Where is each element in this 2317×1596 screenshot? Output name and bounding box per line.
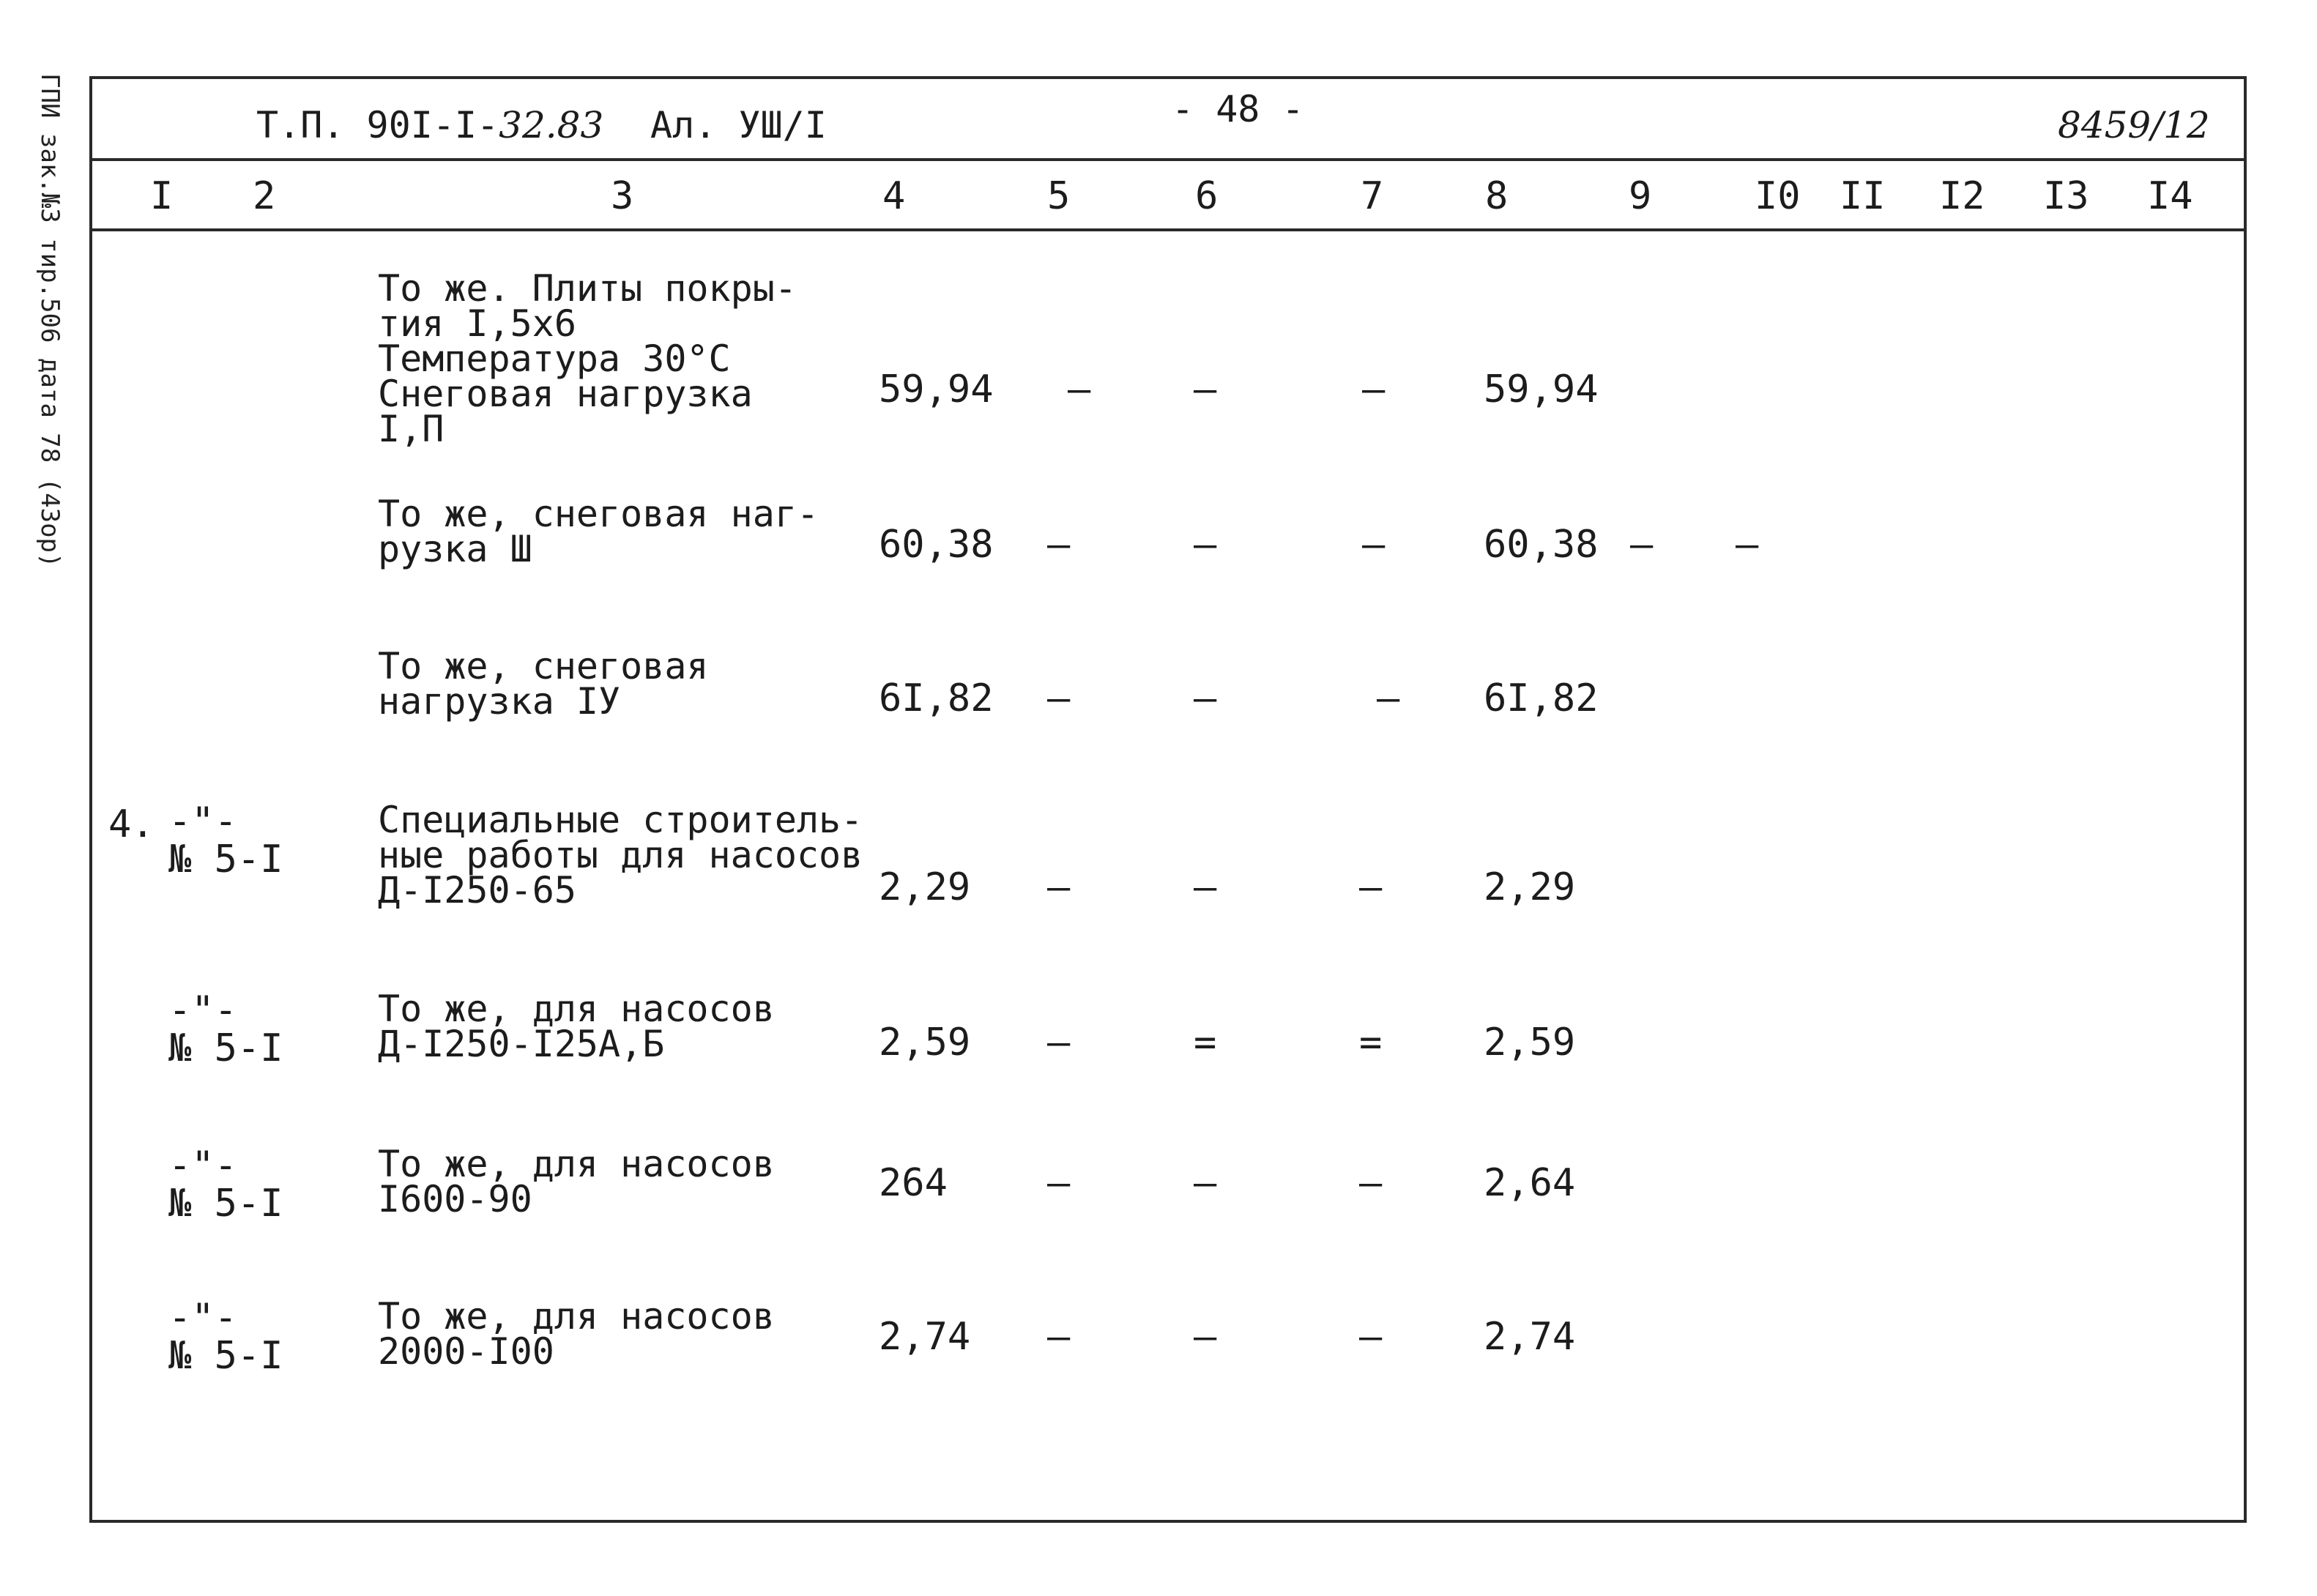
- cell-col6: –: [1194, 865, 1217, 909]
- column-header-divider: [89, 228, 2247, 231]
- cell-col7: –: [1359, 1161, 1383, 1205]
- cell-col7: =: [1359, 1021, 1383, 1064]
- cell-col8: 59,94: [1484, 368, 1599, 411]
- row-description: То же, для насосов Д-I250-I25А,Б: [378, 988, 775, 1065]
- column-number: 3: [611, 174, 634, 218]
- album-label: Ал. УШ/I: [650, 104, 827, 146]
- cell-col6: –: [1194, 368, 1217, 411]
- cell-col6: –: [1194, 1161, 1217, 1205]
- column-number: 5: [1047, 174, 1071, 218]
- column-number: 6: [1195, 174, 1219, 218]
- row-description: То же, для насосов I600-90: [378, 1143, 775, 1220]
- row-description: То же, снеговая нагрузка IУ: [378, 645, 709, 723]
- print-stamp: ГПИ зак.№3 тир.506 дата 78 (43ор): [35, 73, 64, 568]
- column-number: I3: [2043, 174, 2089, 218]
- cell-col6: –: [1194, 523, 1217, 567]
- column-number: 9: [1629, 174, 1652, 218]
- cell-col5: –: [1047, 1315, 1071, 1359]
- cell-col7: –: [1359, 1315, 1383, 1359]
- cell-col6: =: [1194, 1021, 1217, 1064]
- doc-code: [256, 104, 604, 146]
- cell-col8: 2,59: [1484, 1021, 1576, 1064]
- row-ref-code: № 5-I: [168, 838, 283, 881]
- cell-col4: 2,59: [879, 1021, 971, 1064]
- cell-col8: 2,74: [1484, 1315, 1576, 1359]
- cell-col5: –: [1047, 676, 1071, 720]
- column-number: I4: [2147, 174, 2193, 218]
- column-number: 8: [1485, 174, 1509, 218]
- column-number: 4: [882, 174, 906, 218]
- cell-col5: –: [1047, 1161, 1071, 1205]
- cell-col7: –: [1362, 368, 1386, 411]
- column-number: I2: [1939, 174, 1985, 218]
- cell-col8: 2,29: [1484, 865, 1576, 909]
- row-description: То же, снеговая наг- рузка Ш: [378, 493, 819, 570]
- row-description: Специальные строитель- ные работы для насосов Д-I250-65: [378, 799, 863, 911]
- column-number: I: [150, 174, 174, 218]
- page-number: - 48 -: [1172, 88, 1304, 130]
- cell-col5: –: [1068, 368, 1091, 411]
- row-description: То же, для насосов 2000-I00: [378, 1295, 775, 1373]
- row-ref-ditto: -"-: [168, 799, 237, 843]
- cell-col9: –: [1630, 523, 1654, 567]
- reference-number: 8459/12: [2058, 104, 2210, 146]
- cell-col4: 59,94: [879, 368, 994, 411]
- column-number: 7: [1361, 174, 1384, 218]
- row-ref-code: № 5-I: [168, 1026, 283, 1070]
- cell-col6: –: [1194, 1315, 1217, 1359]
- cell-col10: –: [1736, 523, 1759, 567]
- doc-code-prefix: Т.П. 90I-I-: [256, 104, 499, 146]
- row-ref-ditto: -"-: [168, 1296, 237, 1340]
- cell-col8: 6I,82: [1484, 676, 1599, 720]
- header-divider: [89, 158, 2247, 161]
- column-number: II: [1840, 174, 1886, 218]
- cell-col4: 2,74: [879, 1315, 971, 1359]
- cell-col7: –: [1362, 523, 1386, 567]
- cell-col5: –: [1047, 1021, 1071, 1064]
- cell-col7: –: [1359, 865, 1383, 909]
- row-ref-ditto: -"-: [168, 988, 237, 1032]
- cell-col8: 60,38: [1484, 523, 1599, 567]
- cell-col4: 2,29: [879, 865, 971, 909]
- column-number: I0: [1755, 174, 1801, 218]
- cell-col4: 60,38: [879, 523, 994, 567]
- row-ref-ditto: -"-: [168, 1144, 237, 1187]
- cell-col5: –: [1047, 523, 1071, 567]
- cell-col6: –: [1194, 676, 1217, 720]
- column-number: 2: [253, 174, 276, 218]
- cell-col4: 6I,82: [879, 676, 994, 720]
- row-number: 4.: [108, 802, 155, 846]
- row-description: То же. Плиты покры- тия I,5х6 Температура 30°С Снеговая нагрузка I,П: [378, 267, 797, 450]
- cell-col4: 264: [879, 1161, 948, 1205]
- doc-code-number: 32.83: [499, 104, 604, 146]
- row-ref-code: № 5-I: [168, 1182, 283, 1226]
- cell-col7: –: [1377, 676, 1400, 720]
- row-ref-code: № 5-I: [168, 1334, 283, 1378]
- cell-col8: 2,64: [1484, 1161, 1576, 1205]
- cell-col5: –: [1047, 865, 1071, 909]
